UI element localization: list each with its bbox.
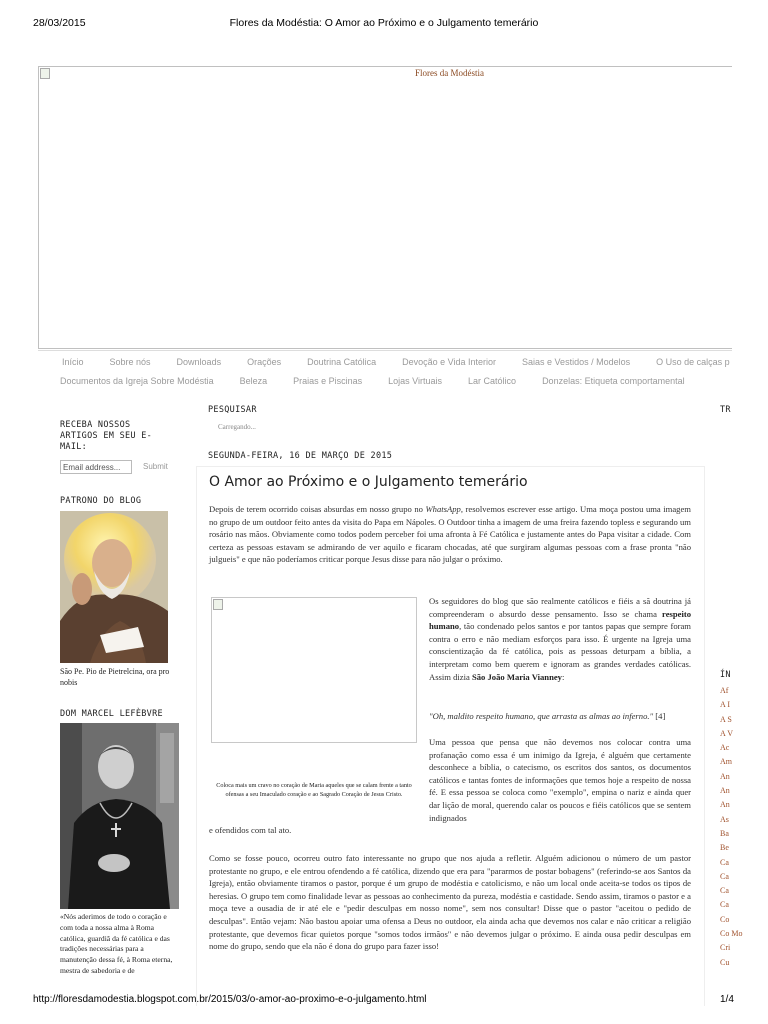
index-link[interactable]: Ac: [720, 743, 730, 753]
nav-item-sobre-nos[interactable]: Sobre nós: [109, 357, 151, 367]
lefebvre-caption: «Nós aderimos de todo o coração e com toda a nossa alma à Roma católica, guardiã da fé católica e das tradições necessárias para a manutenção dessa fé, à Roma eterna, mestra de sabedoria e de: [60, 912, 173, 975]
index-link[interactable]: Af: [720, 686, 729, 695]
patron-heading: PATRONO DO BLOG: [60, 496, 142, 506]
post-image[interactable]: [211, 597, 417, 743]
header-banner[interactable]: [38, 66, 732, 349]
index-link[interactable]: Cri: [720, 943, 731, 953]
email-input[interactable]: Email address...: [60, 460, 132, 474]
p2-text-cont: , tão condenado pelos santos e por tantos papas que sempre foram contra o erro e não mediam esforços para isso. É urgente na Igreja uma conscientização da fé católica, pois as pessoas deturpam a bíblia, a interpretam como bem querem e ignoram as grandes verdades católicas. Assim dizia: [429, 621, 691, 682]
index-heading: ÍN: [720, 670, 731, 680]
patron-caption: São Pe. Pio de Pietrelcina, ora pro nobis: [60, 667, 170, 687]
nav-item-beleza[interactable]: Beleza: [239, 376, 268, 386]
index-link[interactable]: Am: [720, 757, 732, 767]
nav-item-inicio[interactable]: Início: [62, 357, 84, 367]
post-date-header: SEGUNDA-FEIRA, 16 DE MARÇO DE 2015: [208, 451, 393, 461]
nav-item-donzelas[interactable]: Donzelas: Etiqueta comportamental: [542, 376, 685, 386]
nav-item-lojas[interactable]: Lojas Virtuais: [388, 376, 443, 386]
whatsapp-text: WhatsApp: [425, 504, 461, 514]
index-link[interactable]: A S: [720, 714, 732, 724]
quote-text: "Oh, maldito respeito humano, que arrasta as almas ao inferno.": [429, 711, 654, 721]
nav-item-devocao[interactable]: Devoção e Vida Interior: [402, 357, 497, 367]
nav-item-oracoes[interactable]: Orações: [247, 357, 282, 367]
p2-colon: :: [561, 671, 565, 682]
main-nav-row-2: [38, 376, 732, 396]
post-paragraph-3: Uma pessoa que pensa que não devemos nos colocar contra uma profanação como essa é um inimigo da Igreja, é alguém que certamente desconhece a bíblia, o catecismo, os escritos dos santos, os documentos católicos e tantas fontes de informações que temos hoje a respeito de nossa fé. E essa pessoa se coloca como "exemplo", empina o nariz e ainda quer dar lição de moral, querendo calar os poucos e fiéis católicos que se sentem indignados: [429, 737, 691, 823]
nav-item-doutrina[interactable]: Doutrina Católica: [307, 357, 377, 367]
post-paragraph-3-tail: e ofendidos com tal ato.: [209, 825, 292, 835]
nav-item-downloads[interactable]: Downloads: [176, 357, 222, 367]
index-link-list: [720, 684, 742, 970]
submit-button[interactable]: Submit: [143, 462, 168, 471]
post-image-caption: Coloca mais um cravo no coração de Maria aqueles que se calam frente a tanto ofensas a seu Imaculado coração e ao Sagrado Coração de Jesus Cristo.: [216, 782, 412, 798]
subscribe-heading: RECEBA NOSSOS ARTIGOS EM SEU E-MAIL:: [60, 420, 153, 452]
print-page-number: 1/4: [720, 994, 734, 1005]
p1-text-cont: , resolvemos escrever esse artigo. Uma moça postou uma imagem no grupo de um outdoor feito antes da visita do Papa em Nápoles. O Outdoor tinha a imagem de uma freira fazendo topless e segurando um rosário nas mãos. Obviamente como todos podem perceber foi uma afronta à Fé Católica e justamente antes do Papa visitar a cidade. Com certeza as pessoas estavam se admirando de ver aquilo e ficaram chocadas, até que surgiram algumas pessoas com a frase pronta "não julgueis" e que não poderíamos criticar porque Jesus disse para não julgar o próximo.: [209, 504, 691, 565]
banner-alt-text[interactable]: Flores da Modéstia: [415, 68, 484, 78]
post-quote: [429, 710, 691, 723]
padre-pio-image: [60, 511, 168, 663]
search-heading: PESQUISAR: [208, 405, 257, 415]
p2-text: Os seguidores do blog que são realmente católicos e fiéis a sã doutrina já compreenderam o absurdo desse pensamento. Isso se chama: [429, 596, 691, 619]
post-title[interactable]: O Amor ao Próximo e o Julgamento temerário: [209, 474, 528, 490]
lefebvre-image: [60, 723, 179, 909]
index-link[interactable]: Ca: [720, 871, 729, 881]
nav-divider: [38, 350, 732, 351]
search-loading: Carregando...: [218, 423, 256, 431]
index-link[interactable]: Co Mo: [720, 929, 743, 939]
post-paragraph-2: [429, 595, 691, 683]
quote-reference[interactable]: [4]: [653, 711, 666, 721]
nav-item-calcas[interactable]: O Uso de calças p: [656, 357, 730, 367]
index-link[interactable]: Ca: [720, 900, 729, 910]
print-page-title: Flores da Modéstia: O Amor ao Próximo e o Julgamento temerário: [229, 17, 539, 29]
index-link[interactable]: A I: [720, 700, 730, 710]
lefebvre-heading: DOM MARCEL LEFÈBVRE: [60, 709, 163, 719]
index-link[interactable]: An: [720, 771, 730, 781]
index-link[interactable]: An: [720, 800, 730, 810]
index-link[interactable]: A V: [720, 728, 733, 738]
print-date: 28/03/2015: [33, 17, 86, 29]
post-paragraph-4: Como se fosse pouco, ocorreu outro fato interessante no grupo que nos ajuda a refletir. Alguém adicionou o número de um pastor protestante no grupo, e ele entrou ofendendo a fé católica, dizendo que era para "pararmos de postar bobagens" (referindo-se aos Santos da Igreja), então obviamente tiramos o pastor, porque é um grupo de modéstia e catolicismo, e não um local onde aceita-se todos os tipos de heresias. O grupo tem como finalidade levar as pessoas ao conhecimento da pureza, modéstia e castidade. Sendo assim, tiramos o pastor e a moça teve a ousadia de ir até ele e "pedir desculpas em nosso nome", sem nos consultar! Disse que o pastor "aceitou o pedido de desculpas". Então vejam: Não bastou apoiar uma ofensa a Deus no outdoor, ela ainda acha que devemos nos calar e não criticar a religião protestante, que devemos ficar quietos porque "somos todos irmãos" e não devemos julgar o próximo. E ainda ousa pedir desculpas em nome do grupo, sendo que ela não é dona do grupo para fazer isso!: [209, 853, 691, 952]
index-link[interactable]: Ba: [720, 828, 729, 838]
post-paragraph-1: [209, 503, 691, 566]
index-link[interactable]: Ca: [720, 857, 729, 867]
nav-item-praias[interactable]: Praias e Piscinas: [293, 376, 363, 386]
main-nav-row-1: [38, 357, 732, 377]
index-link[interactable]: Ca: [720, 886, 729, 896]
broken-image-icon: [213, 599, 223, 610]
print-url[interactable]: http://floresdamodestia.blogspot.com.br/2015/03/o-amor-ao-proximo-e-o-julgamento.html: [33, 994, 427, 1005]
saint-name-text: São João Maria Vianney: [471, 671, 562, 682]
index-link[interactable]: An: [720, 786, 730, 796]
index-link[interactable]: As: [720, 814, 729, 824]
right-widget-heading: TR: [720, 405, 731, 415]
index-link[interactable]: Cu: [720, 957, 730, 967]
nav-item-documentos[interactable]: Documentos da Igreja Sobre Modéstia: [60, 376, 214, 386]
nav-item-lar[interactable]: Lar Católico: [468, 376, 517, 386]
broken-image-icon: [40, 68, 50, 79]
index-link[interactable]: Be: [720, 843, 729, 853]
index-link[interactable]: Co: [720, 914, 730, 924]
p1-text: Depois de terem ocorrido coisas absurdas em nosso grupo no: [209, 504, 426, 514]
respeito-humano-text: respeito humano: [429, 608, 691, 632]
nav-item-saias[interactable]: Saias e Vestidos / Modelos: [522, 357, 631, 367]
